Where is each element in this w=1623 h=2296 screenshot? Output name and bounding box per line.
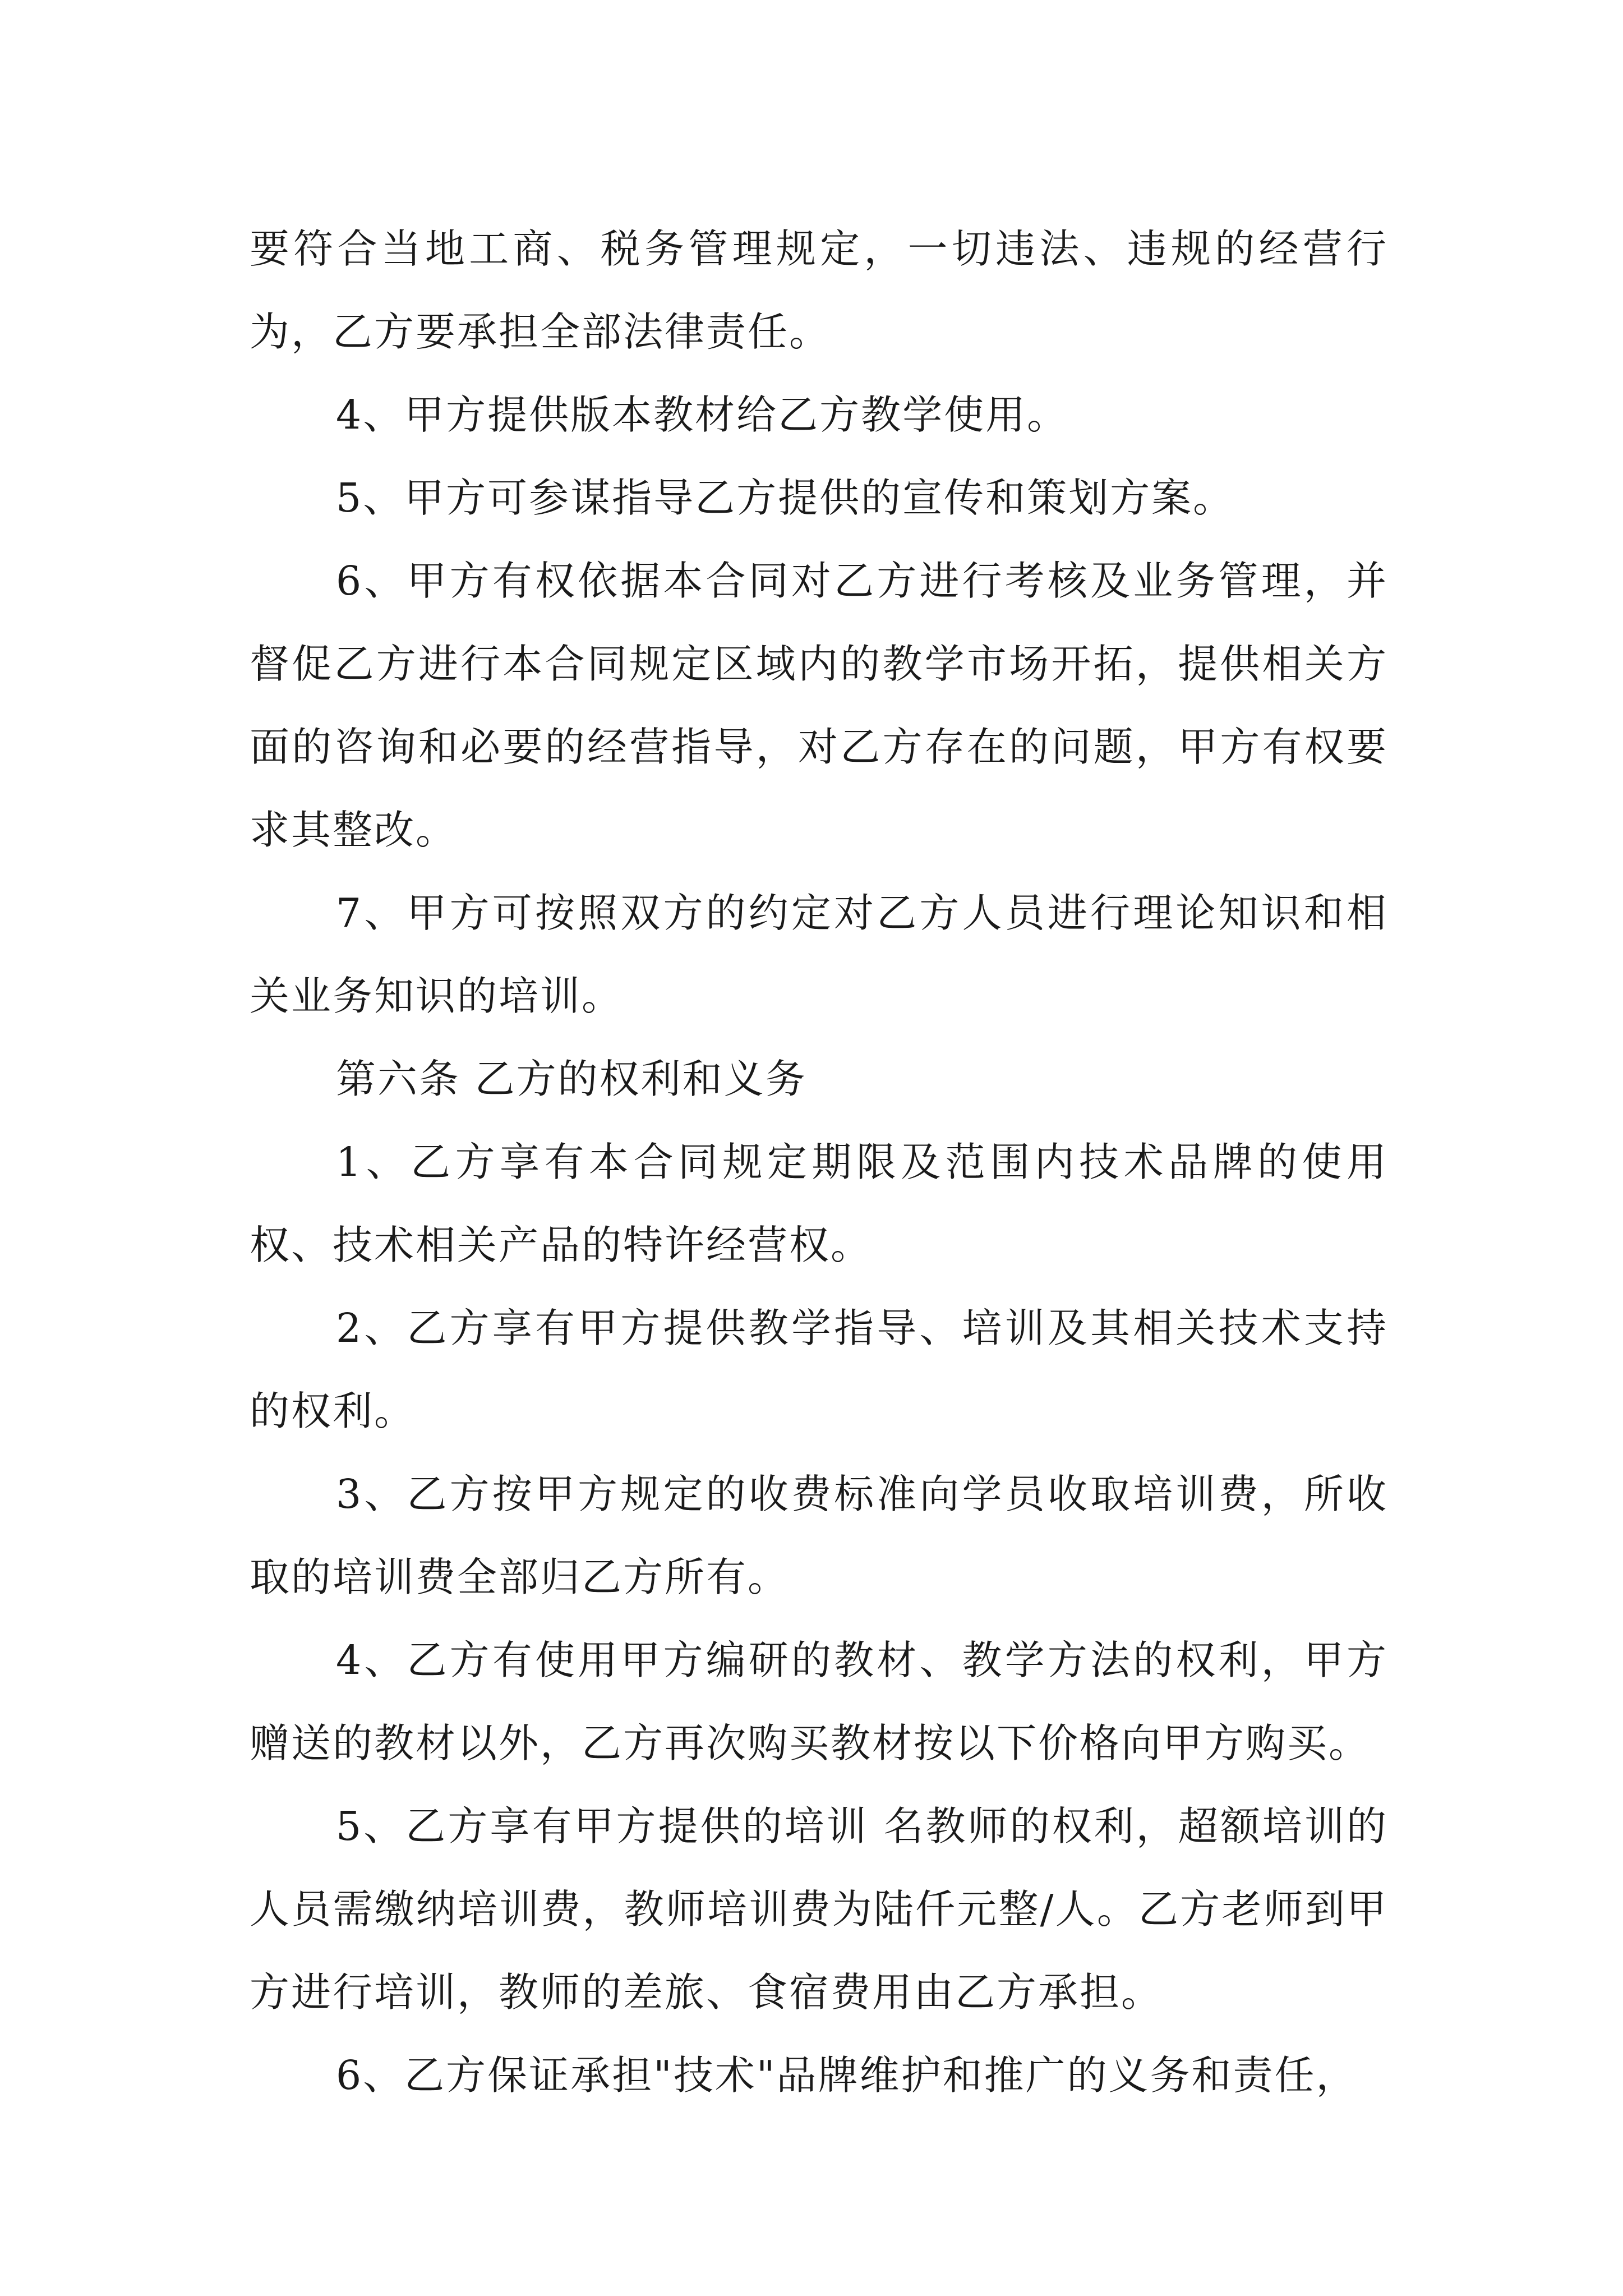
paragraph-clause-6-1: 1、乙方享有本合同规定期限及范围内技术品牌的使用权、技术相关产品的特许经营权。 — [250, 1139, 1388, 1268]
paragraph-clause-5-4: 4、甲方提供版本教材给乙方教学使用。 — [336, 392, 1069, 438]
paragraph-clause-6-3: 3、乙方按甲方规定的收费标准向学员收取培训费，所收取的培训费全部归乙方所有。 — [250, 1471, 1388, 1600]
paragraph-clause-6-5: 5、乙方享有甲方提供的培训 名教师的权利，超额培训的人员需缴纳培训费，教师培训费为陆仟元整/人。乙方老师到甲方进行培训，教师的差旅、食宿费用由乙方承担。 — [250, 1803, 1388, 2016]
paragraph-clause-5-6: 6、甲方有权依据本合同对乙方进行考核及业务管理，并督促乙方进行本合同规定区域内的教学市场开拓，提供相关方面的咨询和必要的经营指导，对乙方存在的问题，甲方有权要求其整改。 — [250, 558, 1388, 853]
document-body — [250, 208, 1388, 2117]
paragraph-clause-6-2: 2、乙方享有甲方提供教学指导、培训及其相关技术支持的权利。 — [250, 1305, 1388, 1434]
paragraph-continuation: 要符合当地工商、税务管理规定，一切违法、违规的经营行为，乙方要承担全部法律责任。 — [250, 226, 1388, 355]
paragraph-clause-5-5: 5、甲方可参谋指导乙方提供的宣传和策划方案。 — [336, 475, 1235, 521]
paragraph-clause-6-6: 6、乙方保证承担"技术"品牌维护和推广的义务和责任， — [336, 2052, 1358, 2099]
paragraph-clause-5-7: 7、甲方可按照双方的约定对乙方人员进行理论知识和相关业务知识的培训。 — [250, 890, 1388, 1019]
section-heading-article-6: 第六条 乙方的权利和义务 — [336, 1056, 807, 1102]
paragraph-clause-6-4: 4、乙方有使用甲方编研的教材、教学方法的权利，甲方赠送的教材以外，乙方再次购买教材按以下价格向甲方购买。 — [250, 1637, 1388, 1766]
